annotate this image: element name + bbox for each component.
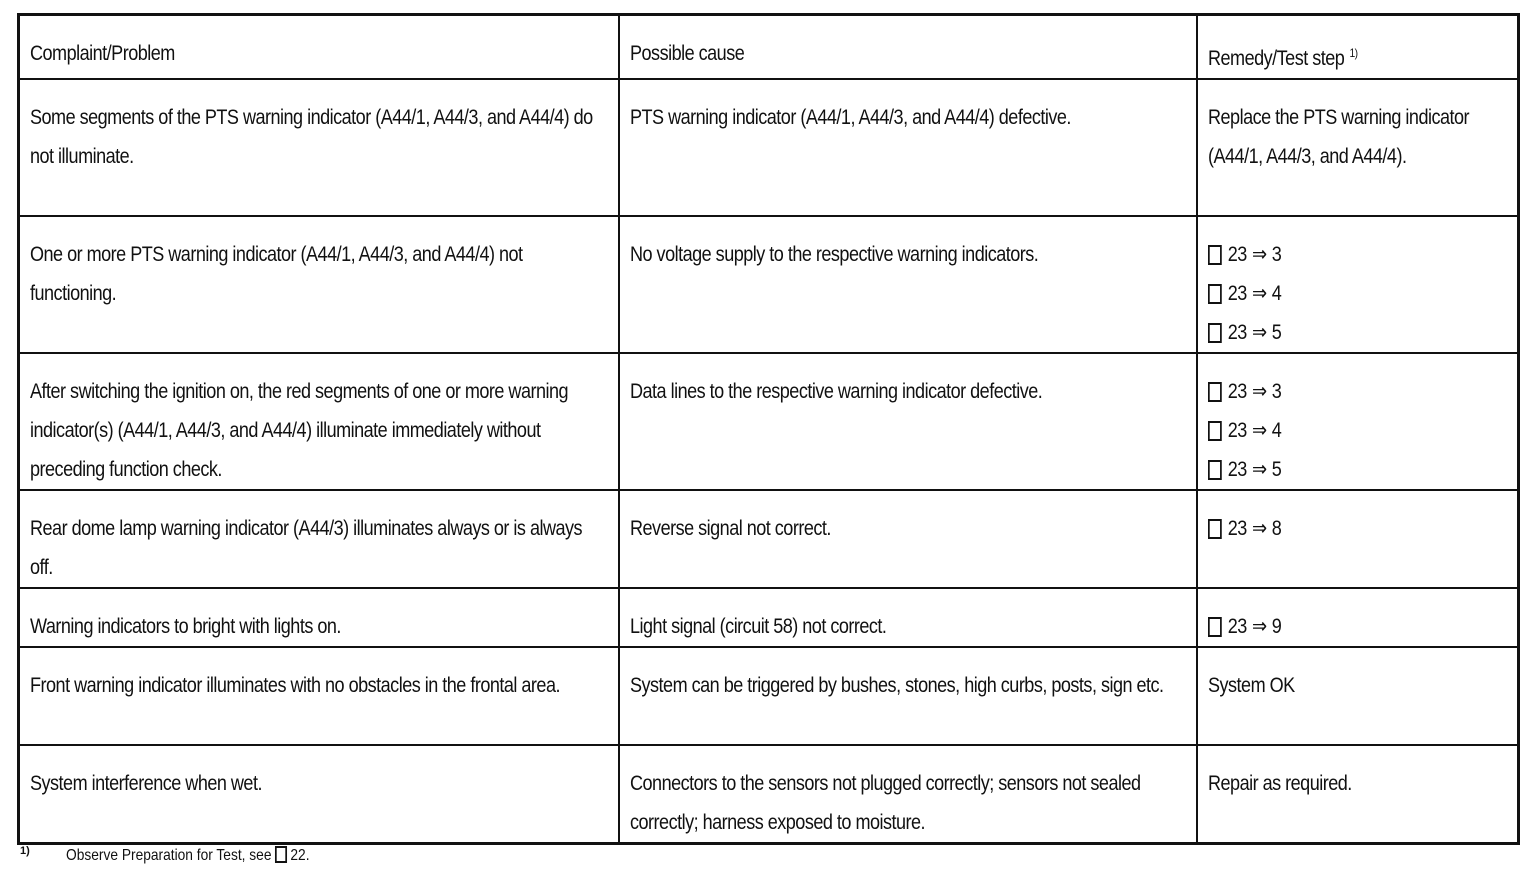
cause-cell: No voltage supply to the respective warning indicators. — [619, 216, 1197, 353]
step-ref: 23 — [1227, 517, 1247, 540]
remedy-text: System OK — [1207, 674, 1295, 697]
step-number: 5 — [1271, 321, 1281, 344]
header-remedy-label: Remedy/Test step — [1207, 47, 1344, 70]
footnote — [20, 838, 349, 864]
complaint-cell: After switching the ignition on, the red segments of one or more warning indicator(s) (A44/1, A44/3, and A44/4) illuminate immediately without preceding function check. — [19, 353, 619, 490]
document-box-icon — [1208, 245, 1222, 265]
step-number: 5 — [1271, 458, 1281, 481]
double-arrow-right-icon: ⇒ — [1251, 615, 1267, 638]
double-arrow-right-icon: ⇒ — [1251, 380, 1267, 403]
table-row — [19, 588, 1519, 647]
step-number: 3 — [1271, 380, 1281, 403]
cause-cell: Data lines to the respective warning indicator defective. — [619, 353, 1197, 490]
remedy-text: Repair as required. — [1207, 772, 1352, 795]
step-ref: 23 — [1227, 615, 1247, 638]
step-ref: 23 — [1227, 419, 1247, 442]
step-ref: 23 — [1227, 321, 1247, 344]
test-step — [1208, 372, 1507, 411]
step-ref: 23 — [1227, 243, 1247, 266]
complaint-cell: Rear dome lamp warning indicator (A44/3) illuminates always or is always off. — [19, 490, 619, 588]
test-step — [1208, 274, 1507, 313]
header-remedy — [1197, 15, 1519, 80]
double-arrow-right-icon: ⇒ — [1251, 321, 1267, 344]
header-cause: Possible cause — [619, 15, 1197, 80]
test-step — [1208, 607, 1507, 646]
document-box-icon — [1208, 323, 1222, 343]
remedy-cell — [1197, 745, 1519, 844]
double-arrow-right-icon: ⇒ — [1251, 282, 1267, 305]
table-row — [19, 647, 1519, 745]
double-arrow-right-icon: ⇒ — [1251, 458, 1267, 481]
cause-cell: Reverse signal not correct. — [619, 490, 1197, 588]
complaint-cell: Some segments of the PTS warning indicator (A44/1, A44/3, and A44/4) do not illuminate. — [19, 79, 619, 216]
step-number: 4 — [1271, 282, 1281, 305]
document-box-icon — [1208, 460, 1222, 480]
table-row — [19, 216, 1519, 353]
remedy-cell — [1197, 353, 1519, 490]
table-row — [19, 745, 1519, 844]
table-row — [19, 490, 1519, 588]
footnote-mark: 1) — [1348, 46, 1358, 60]
remedy-cell — [1197, 490, 1519, 588]
table-header-row — [19, 15, 1519, 80]
remedy-cell — [1197, 647, 1519, 745]
remedy-cell — [1197, 216, 1519, 353]
remedy-cell — [1197, 79, 1519, 216]
complaint-cell: Front warning indicator illuminates with no obstacles in the frontal area. — [19, 647, 619, 745]
test-step — [1208, 509, 1507, 548]
step-ref: 23 — [1227, 458, 1247, 481]
test-step — [1208, 313, 1507, 352]
step-ref: 23 — [1227, 380, 1247, 403]
complaint-cell: System interference when wet. — [19, 745, 619, 844]
complaint-cell: Warning indicators to bright with lights on. — [19, 588, 619, 647]
diagnosis-table — [17, 13, 1520, 845]
document-box-icon — [275, 846, 287, 863]
cause-cell: System can be triggered by bushes, stones, high curbs, posts, sign etc. — [619, 647, 1197, 745]
step-number: 3 — [1271, 243, 1281, 266]
cause-cell: Connectors to the sensors not plugged correctly; sensors not sealed correctly; harness exposed to moisture. — [619, 745, 1197, 844]
document-box-icon — [1208, 421, 1222, 441]
table-row — [19, 353, 1519, 490]
remedy-cell — [1197, 588, 1519, 647]
step-number: 9 — [1271, 615, 1281, 638]
step-number: 4 — [1271, 419, 1281, 442]
footnote-ref: 22. — [290, 847, 310, 865]
test-step — [1208, 450, 1507, 489]
double-arrow-right-icon: ⇒ — [1251, 243, 1267, 266]
double-arrow-right-icon: ⇒ — [1251, 419, 1267, 442]
document-box-icon — [1208, 617, 1222, 637]
cause-cell: PTS warning indicator (A44/1, A44/3, and A44/4) defective. — [619, 79, 1197, 216]
document-box-icon — [1208, 382, 1222, 402]
complaint-cell: One or more PTS warning indicator (A44/1, A44/3, and A44/4) not functioning. — [19, 216, 619, 353]
document-box-icon — [1208, 284, 1222, 304]
step-ref: 23 — [1227, 282, 1247, 305]
footnote-number: 1) — [20, 845, 30, 857]
cause-cell: Light signal (circuit 58) not correct. — [619, 588, 1197, 647]
header-complaint: Complaint/Problem — [19, 15, 619, 80]
document-box-icon — [1208, 519, 1222, 539]
table-row — [19, 79, 1519, 216]
test-step — [1208, 235, 1507, 274]
remedy-text: Replace the PTS warning indicator (A44/1, A44/3, and A44/4). — [1207, 106, 1469, 168]
test-step — [1208, 411, 1507, 450]
step-number: 8 — [1271, 517, 1281, 540]
footnote-text: Observe Preparation for Test, see — [66, 847, 272, 865]
double-arrow-right-icon: ⇒ — [1251, 517, 1267, 540]
